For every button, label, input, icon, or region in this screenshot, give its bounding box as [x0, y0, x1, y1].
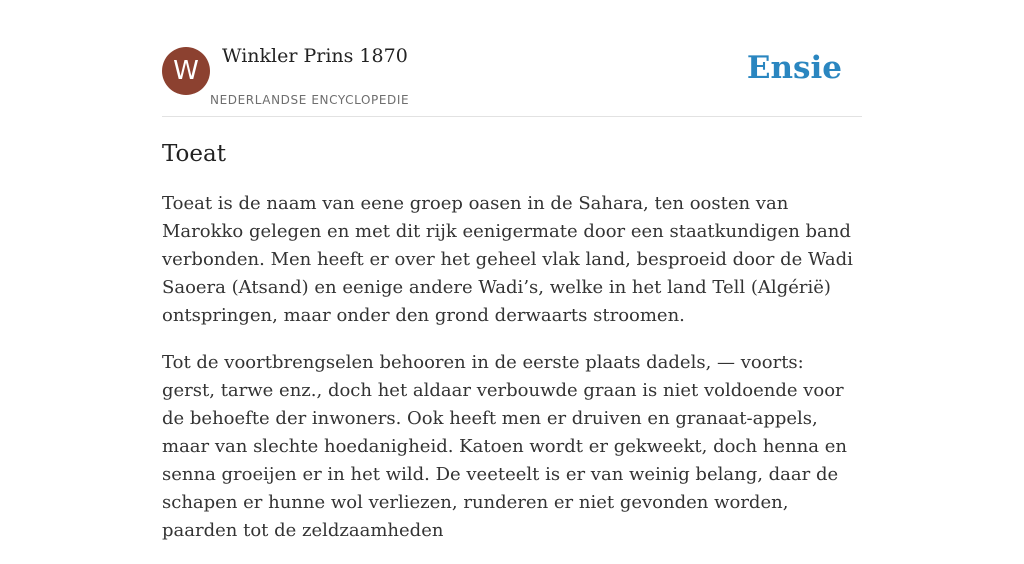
- article: [162, 138, 862, 564]
- source-subtitle: NEDERLANDSE ENCYCLOPEDIE: [210, 93, 410, 107]
- source-avatar[interactable]: W: [162, 47, 210, 95]
- ensie-logo[interactable]: Ensie: [746, 50, 842, 86]
- header: [162, 0, 862, 117]
- article-paragraph: Tot de voortbrengselen behooren in de eerste plaats dadels, — voorts: gerst, tarwe enz., doch het aldaar verbouwde graan is niet voldoende voor de behoefte der inwoners. Ook heeft men er druiven en granaat-appels, maar van slechte hoedanigheid. Katoen wordt er gekweekt, doch henna en senna groeijen er in het wild. De veeteelt is er van weinig belang, daar de schapen er hunne wol verliezen, runderen er niet gevonden worden, paarden tot de zeldzaamheden: [162, 352, 847, 541]
- article-title: Toeat: [162, 141, 226, 167]
- article-paragraph: Toeat is de naam van eene groep oasen in de Sahara, ten oosten van Marokko gelegen en met dit rijk eenigermate door een staatkundigen band verbonden. Men heeft er over het geheel vlak land, besproeid door de Wadi Saoera (Atsand) en eenige andere Wadi’s, welke in het land Tell (Algérië) ontspringen, maar onder den grond derwaarts stroomen.: [162, 193, 853, 326]
- source-title[interactable]: Winkler Prins 1870: [222, 45, 408, 67]
